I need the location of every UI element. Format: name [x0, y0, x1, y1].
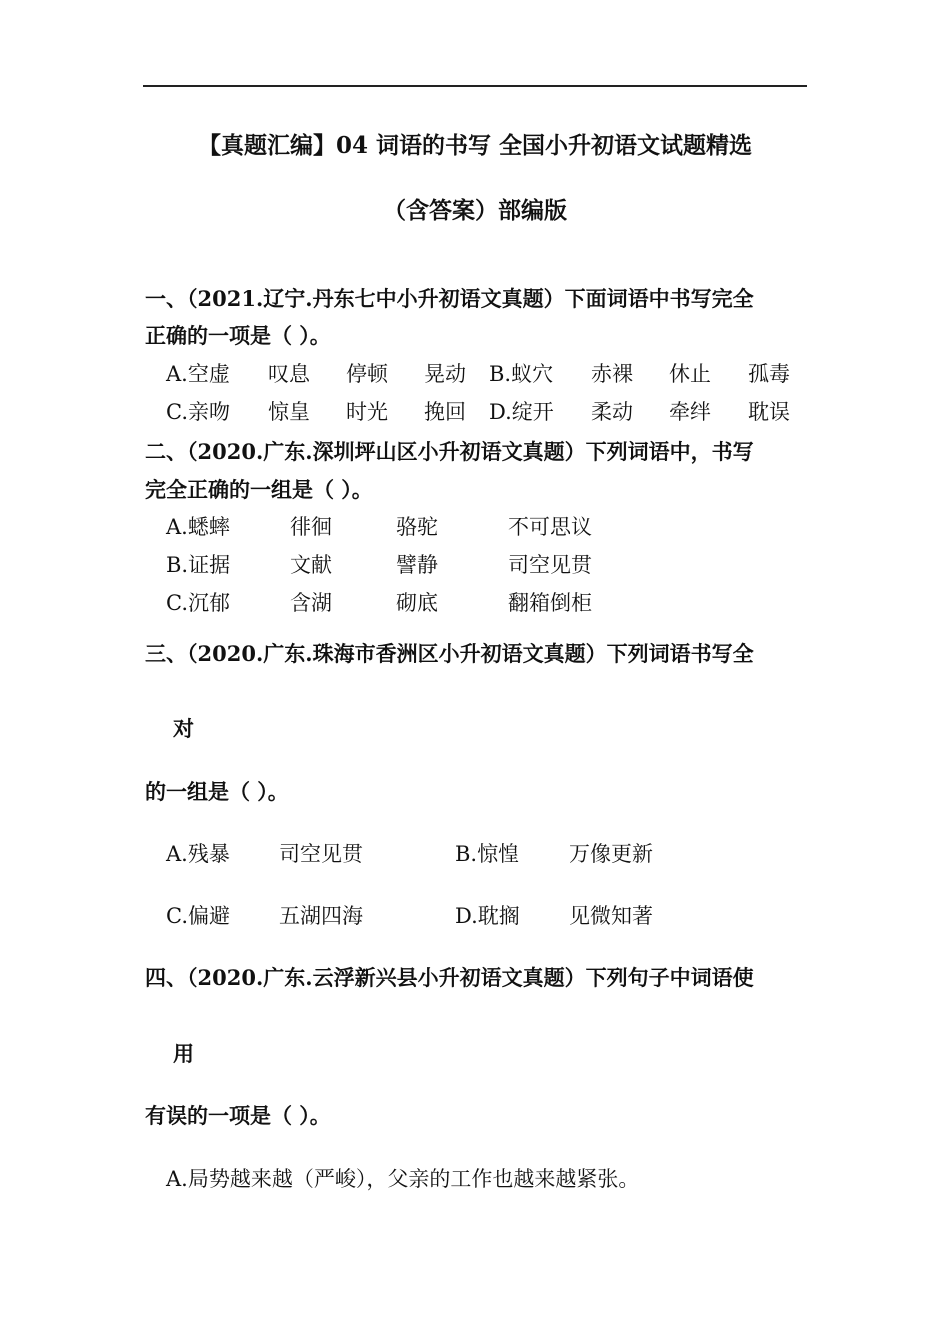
q1-stem-line1: 一、（2021.辽宁.丹东七中小升初语文真题）下面词语中书写完全 — [145, 286, 754, 311]
option-word: 司空见贯 — [508, 553, 592, 577]
option-word: 司空见贯 — [279, 842, 363, 866]
q4-stem-line2: 用 — [173, 1041, 194, 1066]
option-word: 万像更新 — [569, 842, 653, 866]
option-word: 骆驼 — [396, 515, 438, 539]
option-word: D.耽搁 — [455, 904, 520, 928]
option-word: 五湖四海 — [279, 904, 363, 928]
option-word: 徘徊 — [290, 515, 332, 539]
option-word: C.亲吻 — [166, 400, 230, 424]
q4-stem-line3: 有误的一项是（ ）。 — [145, 1103, 331, 1128]
option-word: A.残暴 — [166, 842, 230, 866]
option-word: 砌底 — [396, 591, 438, 615]
option-word: 赤裸 — [591, 362, 633, 386]
option-word: 含湖 — [290, 591, 332, 615]
option-word: 见微知著 — [569, 904, 653, 928]
header-rule — [143, 85, 807, 87]
q3-stem-line2: 对 — [173, 716, 194, 741]
q3-stem-line3: 的一组是（ ）。 — [145, 779, 289, 804]
option-word: 牵绊 — [669, 400, 711, 424]
option-word: D.绽开 — [489, 400, 554, 424]
option-word: B.惊惶 — [455, 842, 520, 866]
option-word: 挽回 — [424, 400, 466, 424]
option-word: C.沉郁 — [166, 591, 230, 615]
q4-stem-line1: 四、（2020.广东.云浮新兴县小升初语文真题）下列句子中词语使 — [145, 965, 754, 990]
option-word: B.蚁穴 — [489, 362, 554, 386]
option-word: A.空虚 — [166, 362, 230, 386]
option-word: 休止 — [669, 362, 711, 386]
option-word: B.证据 — [166, 553, 231, 577]
q1-stem-line2: 正确的一项是（ ）。 — [145, 323, 331, 348]
option-word: 叹息 — [268, 362, 310, 386]
doc-title-line1: 【真题汇编】04 词语的书写 全国小升初语文试题精选 — [197, 132, 753, 159]
option-word: C.偏避 — [166, 904, 230, 928]
option-word: 文献 — [290, 553, 332, 577]
option-word: 孤毒 — [748, 362, 790, 386]
option-sentence: A.局势越来越（严峻），父亲的工作也越来越紧张。 — [166, 1167, 640, 1191]
option-word: A.蟋蟀 — [166, 515, 230, 539]
option-word: 晃动 — [424, 362, 466, 386]
option-word: 柔动 — [591, 400, 633, 424]
option-word: 耽误 — [748, 400, 790, 424]
option-word: 停顿 — [346, 362, 388, 386]
doc-title-line2: （含答案）部编版 — [383, 197, 567, 224]
option-word: 翻箱倒柜 — [508, 591, 592, 615]
q3-stem-line1: 三、（2020.广东.珠海市香洲区小升初语文真题）下列词语书写全 — [145, 641, 754, 666]
q2-stem-line2: 完全正确的一组是（ ）。 — [145, 477, 373, 502]
q2-stem-line1: 二、（2020.广东.深圳坪山区小升初语文真题）下列词语中，书写 — [145, 439, 754, 464]
option-word: 譬静 — [396, 553, 438, 577]
option-word: 不可思议 — [508, 515, 592, 539]
option-word: 时光 — [346, 400, 388, 424]
option-word: 惊皇 — [268, 400, 310, 424]
